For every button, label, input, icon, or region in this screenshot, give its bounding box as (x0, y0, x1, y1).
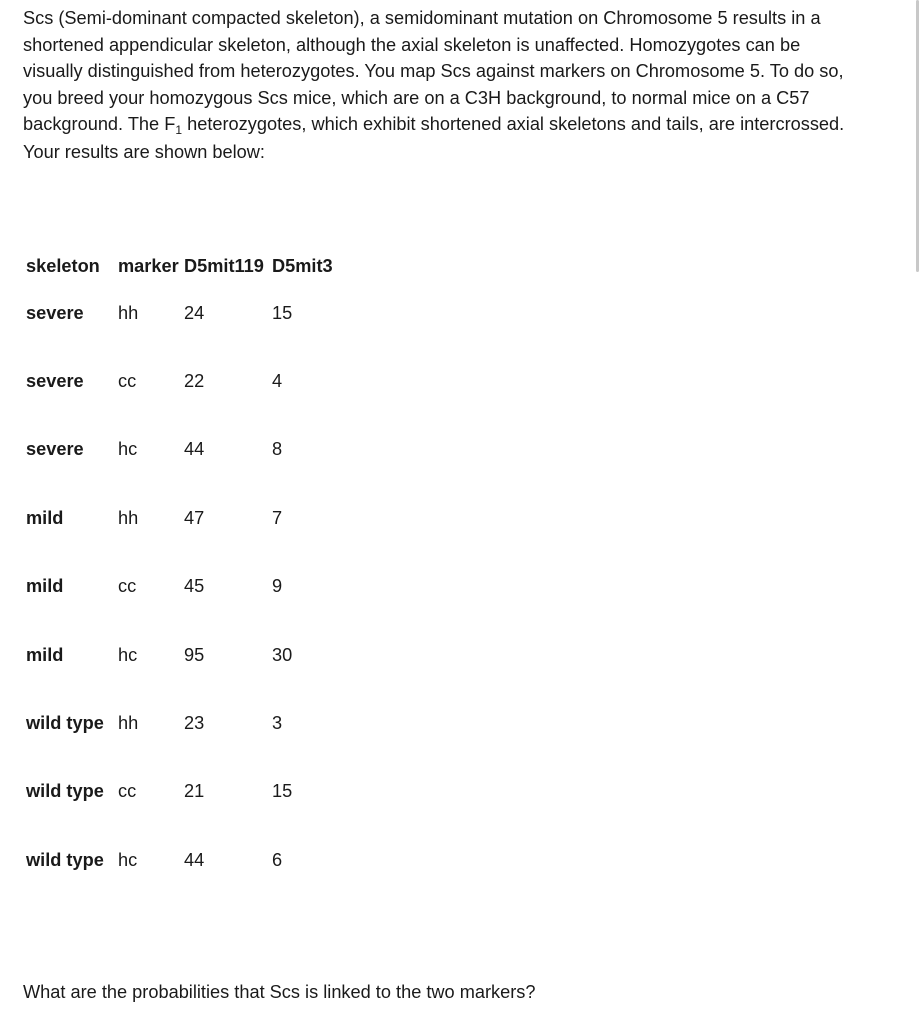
cell-d5mit3: 30 (272, 644, 293, 665)
cell-d5mit3: 7 (272, 507, 283, 528)
cell-d5mit119: 44 (184, 439, 205, 460)
results-table (26, 253, 342, 895)
cell-skeleton: severe (26, 439, 84, 460)
table-row (26, 416, 342, 484)
f1-subscript: 1 (175, 123, 183, 137)
cell-marker: cc (118, 781, 137, 802)
header-marker: marker (118, 255, 179, 276)
cell-d5mit119: 22 (184, 371, 205, 392)
cell-d5mit119: 24 (184, 302, 205, 323)
table-row (26, 347, 342, 415)
cell-d5mit3: 15 (272, 302, 293, 323)
header-d5mit119: D5mit119 (184, 255, 264, 276)
cell-skeleton: mild (26, 644, 64, 665)
header-skeleton: skeleton (26, 255, 100, 276)
table-row (26, 279, 342, 347)
table-row (26, 758, 342, 826)
table-row (26, 826, 342, 894)
cell-marker: hc (118, 849, 138, 870)
cell-d5mit119: 95 (184, 644, 205, 665)
cell-skeleton: wild type (26, 849, 104, 870)
cell-d5mit3: 6 (272, 849, 283, 870)
intro-line-5 (23, 111, 893, 138)
cell-skeleton: wild type (26, 713, 104, 734)
intro-line-5-pre: background. The F (23, 114, 176, 134)
table-row (26, 689, 342, 757)
cell-marker: hh (118, 713, 139, 734)
table-row (26, 621, 342, 689)
cell-d5mit119: 45 (184, 576, 205, 597)
cell-d5mit3: 4 (272, 371, 283, 392)
cell-d5mit3: 8 (272, 439, 283, 460)
cell-d5mit119: 47 (184, 507, 205, 528)
intro-line-4: you breed your homozygous Scs mice, which are on a C3H background, to normal mice on a C57 (23, 87, 810, 108)
intro-line-6: Your results are shown below: (23, 141, 265, 162)
cell-marker: hc (118, 644, 138, 665)
cell-d5mit119: 44 (184, 849, 205, 870)
cell-skeleton: mild (26, 576, 64, 597)
cell-skeleton: mild (26, 507, 64, 528)
cell-d5mit119: 23 (184, 713, 205, 734)
cell-marker: hc (118, 439, 138, 460)
cell-skeleton: severe (26, 371, 84, 392)
intro-line-3: visually distinguished from heterozygotes. You map Scs against markers on Chromosome 5. To do so, (23, 61, 844, 81)
cell-d5mit119: 21 (184, 781, 205, 802)
cell-marker: cc (118, 371, 137, 392)
table-row (26, 553, 342, 621)
cell-d5mit3: 3 (272, 713, 283, 734)
table-row (26, 484, 342, 552)
intro-line-1: Scs (Semi-dominant compacted skeleton), a semidominant mutation on Chromosome 5 results in a (23, 8, 821, 28)
table-header-row (26, 253, 342, 279)
cell-skeleton: wild type (26, 781, 104, 802)
cell-marker: hh (118, 507, 139, 528)
header-d5mit3: D5mit3 (272, 255, 333, 276)
question-text: What are the probabilities that Scs is linked to the two markers? (23, 982, 536, 1002)
cell-marker: hh (118, 302, 139, 323)
cell-skeleton: severe (26, 302, 84, 323)
intro-line-5-post: heterozygotes, which exhibit shortened axial skeletons and tails, are intercrossed. (182, 114, 845, 134)
cell-d5mit3: 9 (272, 576, 283, 597)
problem-intro (23, 5, 893, 165)
cell-d5mit3: 15 (272, 781, 293, 802)
cell-marker: cc (118, 576, 137, 597)
intro-line-2: shortened appendicular skeleton, although the axial skeleton is unaffected. Homozygotes can be (23, 34, 801, 55)
